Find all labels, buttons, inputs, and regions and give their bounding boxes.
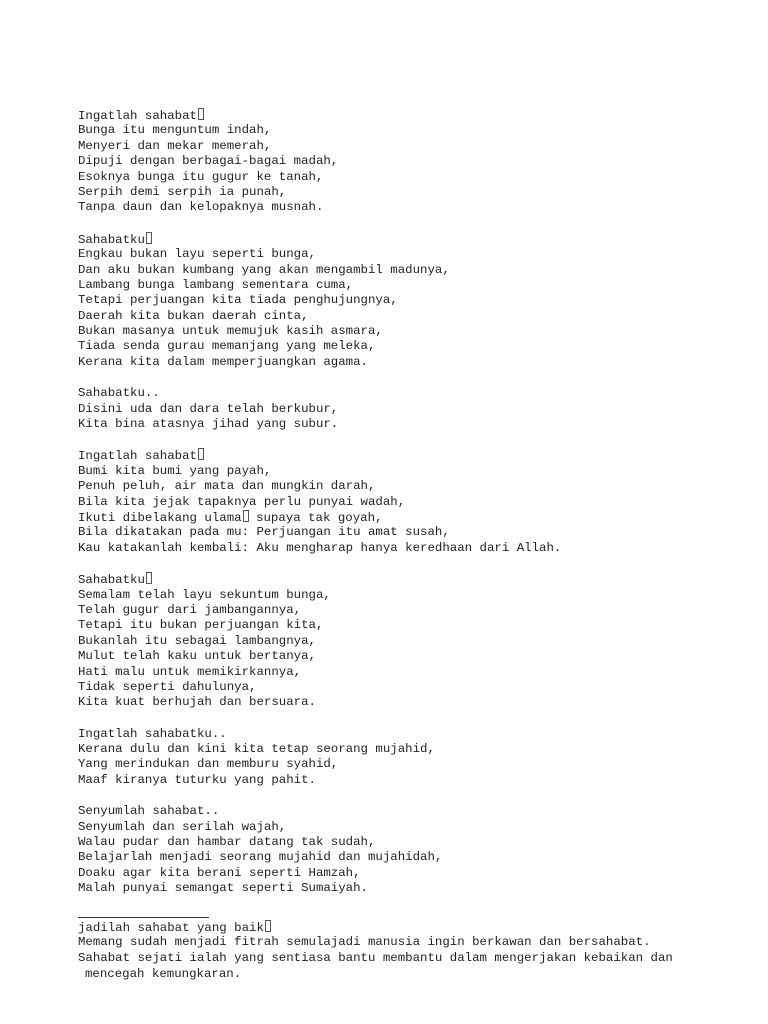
poem-line: Malah punyai semangat seperti Sumaiyah. <box>78 881 368 896</box>
poem-line: Bila dikatakan pada mu: Perjuangan itu amat susah, <box>78 525 450 540</box>
footnote-divider <box>78 917 209 918</box>
poem-line: Senyumlah sahabat.. <box>78 804 220 819</box>
poem-line: Lambang bunga lambang sementara cuma, <box>78 277 354 292</box>
footnote-title: jadilah sahabat yang baik <box>78 920 758 936</box>
missing-glyph-icon <box>198 448 204 460</box>
poem-stanza-5 <box>78 572 758 711</box>
poem-line: Serpih demi serpih ia punah, <box>78 184 287 199</box>
poem-line: Daerah kita bukan daerah cinta, <box>78 308 309 323</box>
poem-line: Ingatlah sahabatku.. <box>78 726 227 741</box>
poem-line: Tidak seperti dahulunya, <box>78 679 257 694</box>
poem-line: Ingatlah sahabat <box>78 448 758 463</box>
poem-line: Menyeri dan mekar memerah, <box>78 138 272 153</box>
poem-line: Belajarlah menjadi seorang mujahid dan mujahidah, <box>78 850 443 865</box>
poem-line: Penuh peluh, air mata dan mungkin darah, <box>78 479 376 494</box>
poem-line: Maaf kiranya tuturku yang pahit. <box>78 772 316 787</box>
poem-line: Sahabatku.. <box>78 386 160 401</box>
poem-line: Kerana kita dalam memperjuangkan agama. <box>78 354 368 369</box>
poem-stanza-7 <box>78 804 758 896</box>
poem-stanza-6 <box>78 727 758 789</box>
poem-line: Mulut telah kaku untuk bertanya, <box>78 649 316 664</box>
footnote-line: Sahabat sejati ialah yang sentiasa bantu membantu dalam mengerjakan kebaikan dan <box>78 951 673 966</box>
poem-line: Tetapi perjuangan kita tiada penghujungnya, <box>78 293 398 308</box>
poem-line: Dipuji dengan berbagai-bagai madah, <box>78 154 339 169</box>
missing-glyph-icon <box>146 572 152 584</box>
poem-line: Tetapi itu bukan perjuangan kita, <box>78 618 324 633</box>
poem-line: Bila kita jejak tapaknya perlu punyai wadah, <box>78 494 406 509</box>
footnote-line: Memang sudah menjadi fitrah semulajadi manusia ingin berkawan dan bersahabat. <box>78 935 651 950</box>
poem-line: Dan aku bukan kumbang yang akan mengambil madunya, <box>78 262 450 277</box>
document-page <box>78 108 758 983</box>
missing-glyph-icon <box>265 920 271 932</box>
poem-line: Bukanlah itu sebagai lambangnya, <box>78 633 316 648</box>
poem-stanza-1 <box>78 108 758 216</box>
poem-line: Ingatlah sahabat <box>78 108 758 123</box>
poem-line: Disini uda dan dara telah berkubur, <box>78 401 339 416</box>
poem-line: Yang merindukan dan memburu syahid, <box>78 757 339 772</box>
poem-line: Ikuti dibelakang ulama supaya tak goyah, <box>78 510 383 525</box>
poem-line: Kita bina atasnya jihad yang subur. <box>78 417 339 432</box>
poem-line: Walau pudar dan hambar datang tak sudah, <box>78 835 376 850</box>
poem-line: Semalam telah layu sekuntum bunga, <box>78 587 331 602</box>
poem-line: Tanpa daun dan kelopaknya musnah. <box>78 200 324 215</box>
poem-line: Telah gugur dari jambangannya, <box>78 602 302 617</box>
poem-stanza-2 <box>78 232 758 371</box>
poem-line: Sahabatku <box>78 572 758 587</box>
poem-line: Engkau bukan layu seperti bunga, <box>78 247 316 262</box>
poem-line: Bunga itu menguntum indah, <box>78 123 272 138</box>
poem-line: Kau katakanlah kembali: Aku mengharap hanya keredhaan dari Allah. <box>78 540 562 555</box>
missing-glyph-icon <box>146 232 152 244</box>
poem-line: Bumi kita bumi yang payah, <box>78 463 272 478</box>
poem-line: Sahabatku <box>78 232 758 247</box>
poem-stanza-4 <box>78 448 758 556</box>
missing-glyph-icon <box>198 108 204 120</box>
poem-line: Senyumlah dan serilah wajah, <box>78 819 287 834</box>
poem-stanza-3 <box>78 386 758 432</box>
poem-line: Doaku agar kita berani seperti Hamzah, <box>78 865 361 880</box>
footnote-line: mencegah kemungkaran. <box>85 966 242 981</box>
poem-line: Hati malu untuk memikirkannya, <box>78 664 302 679</box>
poem-line: Kerana dulu dan kini kita tetap seorang mujahid, <box>78 742 435 757</box>
poem-line: Kita kuat berhujah dan bersuara. <box>78 695 316 710</box>
poem-line: Tiada senda gurau memanjang yang meleka, <box>78 339 376 354</box>
poem-line: Bukan masanya untuk memujuk kasih asmara, <box>78 324 383 339</box>
footnote <box>78 920 758 983</box>
poem-line: Esoknya bunga itu gugur ke tanah, <box>78 169 324 184</box>
